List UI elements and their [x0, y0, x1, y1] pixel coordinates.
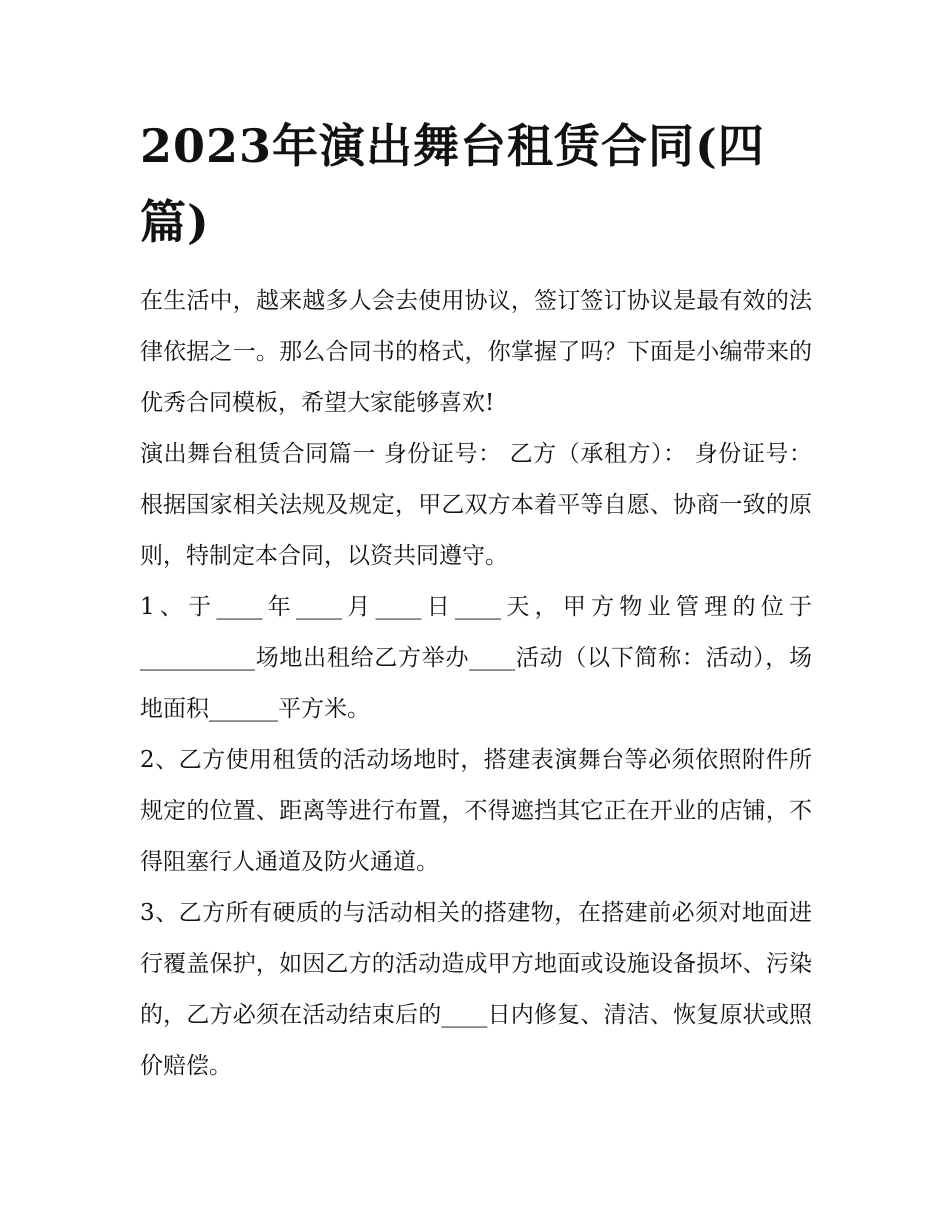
document-title: 2023年演出舞台租赁合同(四篇) [140, 119, 765, 249]
contract-header-paragraph: 演出舞台租赁合同篇一 身份证号： 乙方（承租方）： 身份证号： 根据国家相关法规及规定，甲乙双方本着平等自愿、协商一致的原则，特制定本合同，以资共同遵守。 [140, 441, 812, 569]
document-body [140, 276, 812, 1092]
intro-paragraph: 在生活中，越来越多人会去使用协议，签订签订协议是最有效的法律依据之一。那么合同书的格式，你掌握了吗？下面是小编带来的优秀合同模板，希望大家能够喜欢! [140, 288, 812, 416]
clause-2-paragraph: 2、乙方使用租赁的活动场地时，搭建表演舞台等必须依照附件所规定的位置、距离等进行布置，不得遮挡其它正在开业的店铺，不得阻塞行人通道及防火通道。 [140, 747, 812, 875]
clause-1-paragraph: 1、于____年____月____日____天，甲方物业管理的位于__________场地出租给乙方举办____活动（以下简称：活动），场地面积______平方米。 [140, 594, 812, 722]
clause-3-paragraph: 3、乙方所有硬质的与活动相关的搭建物，在搭建前必须对地面进行覆盖保护，如因乙方的活动造成甲方地面或设施设备损坏、污染的，乙方必须在活动结束后的____日内修复、清洁、恢复原状或照价赔偿。 [140, 900, 812, 1079]
